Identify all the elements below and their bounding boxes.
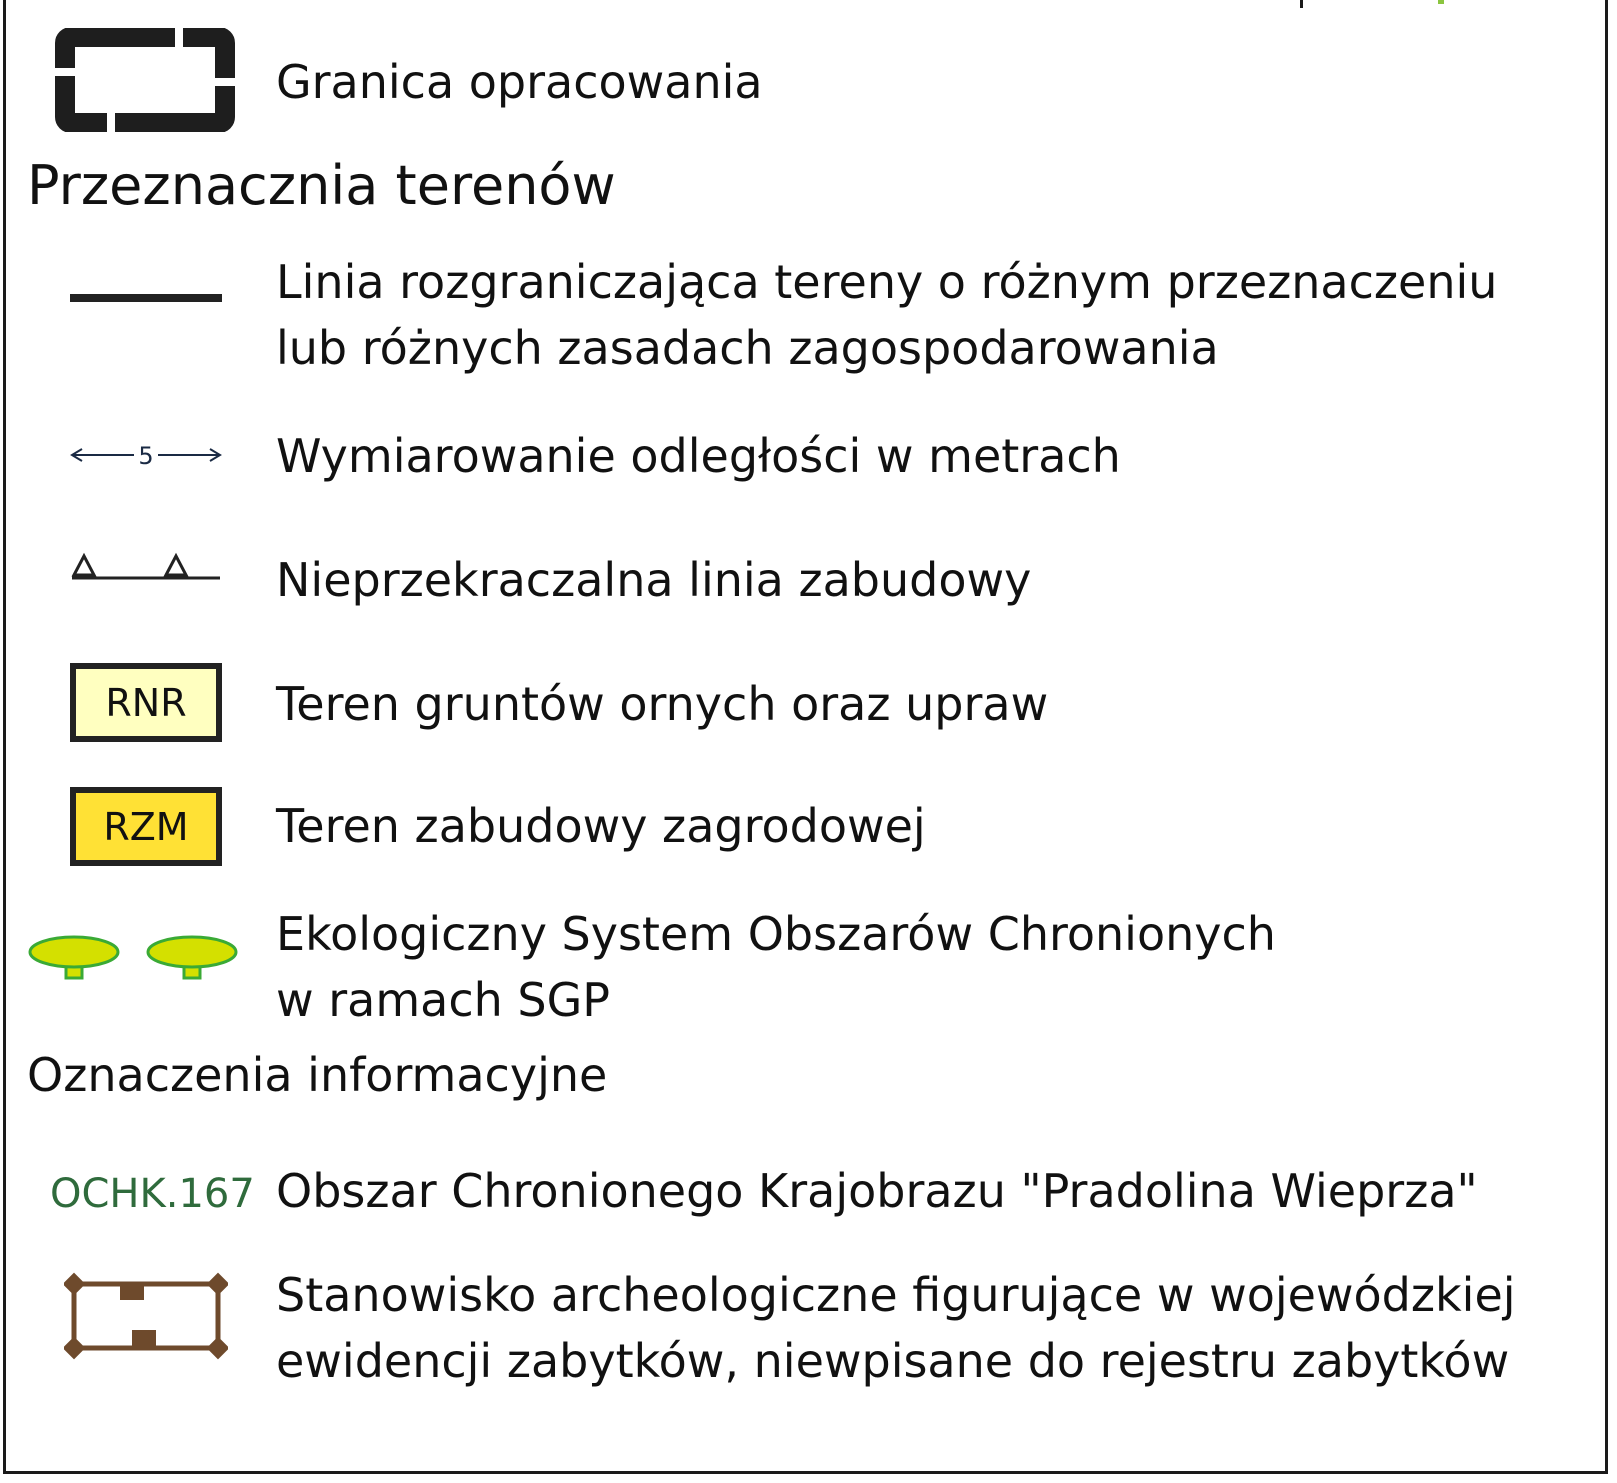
boundary-line-icon bbox=[70, 292, 222, 304]
ochk-label: Obszar Chronionego Krajobrazu "Pradolina Wieprza" bbox=[276, 1164, 1478, 1218]
eco-system-label-2: w ramach SGP bbox=[276, 973, 610, 1027]
section-heading-land-use: Przeznacznia terenów bbox=[27, 154, 616, 217]
map-edge-mark bbox=[1300, 0, 1303, 8]
dimension-arrow-icon bbox=[70, 440, 222, 470]
building-line-label: Nieprzekraczalna linia zabudowy bbox=[276, 553, 1032, 607]
map-edge-mark-green bbox=[1438, 0, 1444, 4]
archaeology-label-2: ewidencji zabytków, niewpisane do rejestru zabytków bbox=[276, 1334, 1510, 1388]
section-heading-info: Oznaczenia informacyjne bbox=[27, 1048, 608, 1102]
tree-symbol-icon bbox=[26, 932, 242, 984]
boundary-line-label-1: Linia rozgraniczająca tereny o różnym przeznaczeniu bbox=[276, 255, 1498, 309]
dimension-value: 5 bbox=[138, 442, 154, 470]
boundary-line-label-2: lub różnych zasadach zagospodarowania bbox=[276, 321, 1219, 375]
dimension-label: Wymiarowanie odległości w metrach bbox=[276, 429, 1121, 483]
rzm-code-box: RZM bbox=[70, 787, 222, 866]
building-line-icon bbox=[70, 550, 222, 584]
study-boundary-label: Granica opracowania bbox=[276, 55, 763, 109]
study-boundary-icon bbox=[55, 28, 235, 132]
rnr-code-box: RNR bbox=[70, 663, 222, 742]
archaeology-label-1: Stanowisko archeologiczne figurujące w wojewódzkiej bbox=[276, 1268, 1516, 1322]
ochk-code: OCHK.167 bbox=[50, 1171, 255, 1217]
archaeological-site-icon bbox=[64, 1270, 228, 1362]
eco-system-label-1: Ekologiczny System Obszarów Chronionych bbox=[276, 907, 1276, 961]
rnr-label: Teren gruntów ornych oraz upraw bbox=[276, 677, 1049, 731]
rzm-label: Teren zabudowy zagrodowej bbox=[276, 799, 926, 853]
